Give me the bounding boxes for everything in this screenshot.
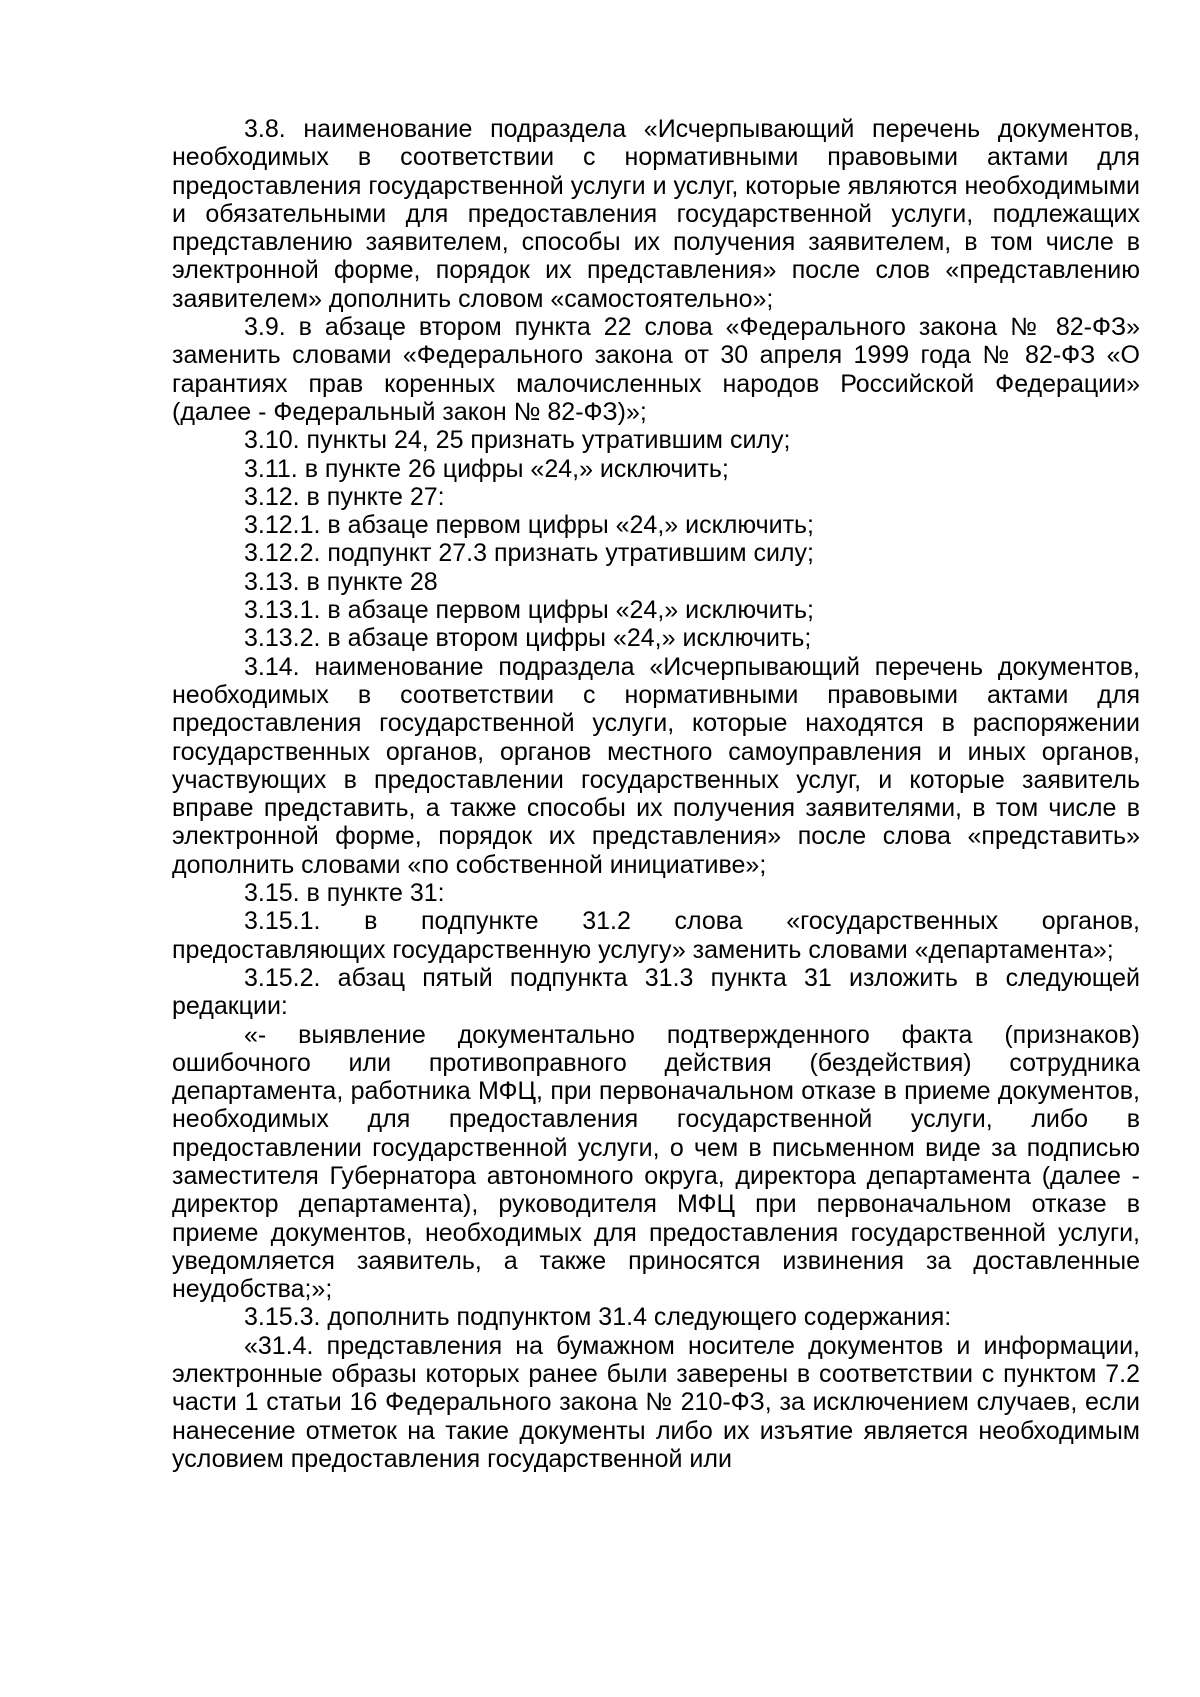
paragraph-3-10: 3.10. пункты 24, 25 признать утратившим силу;	[244, 426, 791, 455]
paragraph-3-15-1: 3.15.1. в подпункте 31.2 слова «государственных органов, предоставляющих государственную услугу» заменить словами «департамента»;	[172, 907, 1140, 964]
paragraph-3-8: 3.8. наименование подраздела «Исчерпывающий перечень документов, необходимых в соответствии с нормативными правовыми актами для предоставления государственной услуги и услуг, которые являются необходимыми и обязательными для предоставления государственной услуги, подлежащих представлению заявителем, способы их получения заявителем, в том числе в электронной форме, порядок их представления» после слов «представлению заявителем» дополнить словом «самостоятельно»;	[172, 115, 1140, 313]
paragraph-quote-31-4: «31.4. представления на бумажном носителе документов и информации, электронные образы которых ранее были заверены в соответствии с пунктом 7.2 части 1 статьи 16 Федерального закона № 210-ФЗ, за исключением случаев, если нанесение отметок на такие документы либо их изъятие является необходимым условием предоставления государственной или	[172, 1331, 1140, 1473]
paragraph-quote-31-3: «- выявление документально подтвержденного факта (признаков) ошибочного или противоправного действия (бездействия) сотрудника департамента, работника МФЦ, при первоначальном отказе в приеме документов, необходимых для предоставления государственной услуги, либо в предоставлении государственной услуги, о чем в письменном виде за подписью заместителя Губернатора автономного округа, директора департамента (далее - директор департамента), руководителя МФЦ при первоначальном отказе в приеме документов, необходимых для предоставления государственной услуги, уведомляется заявитель, а также приносятся извинения за доставленные неудобства;»;	[172, 1020, 1140, 1304]
paragraph-3-13-1: 3.13.1. в абзаце первом цифры «24,» исключить;	[244, 596, 814, 625]
document-body	[172, 115, 1140, 1473]
paragraph-3-15-2: 3.15.2. абзац пятый подпункта 31.3 пункта 31 изложить в следующей редакции:	[172, 963, 1140, 1021]
paragraph-3-15-3: 3.15.3. дополнить подпунктом 31.4 следующего содержания:	[244, 1303, 952, 1332]
paragraph-3-9: 3.9. в абзаце втором пункта 22 слова «Федерального закона № 82-ФЗ» заменить словами «Федерального закона от 30 апреля 1999 года № 82-ФЗ «О гарантиях прав коренных малочисленных народов Российской Федерации» (далее - Федеральный закон № 82-ФЗ)»;	[172, 313, 1140, 426]
paragraph-3-12: 3.12. в пункте 27:	[244, 482, 445, 511]
paragraph-3-12-1: 3.12.1. в абзаце первом цифры «24,» исключить;	[244, 511, 814, 540]
paragraph-3-13: 3.13. в пункте 28	[244, 567, 438, 596]
paragraph-3-15: 3.15. в пункте 31:	[244, 879, 445, 908]
paragraph-3-13-2: 3.13.2. в абзаце втором цифры «24,» исключить;	[244, 624, 812, 653]
paragraph-3-11: 3.11. в пункте 26 цифры «24,» исключить;	[244, 454, 729, 483]
paragraph-3-14: 3.14. наименование подраздела «Исчерпывающий перечень документов, необходимых в соответствии с нормативными правовыми актами для предоставления государственной услуги, которые находятся в распоряжении государственных органов, органов местного самоуправления и иных органов, участвующих в предоставлении государственных услуг, и которые заявитель вправе представить, а также способы их получения заявителями, в том числе в электронной форме, порядок их представления» после слова «представить» дополнить словами «по собственной инициативе»;	[172, 652, 1140, 879]
paragraph-3-12-2: 3.12.2. подпункт 27.3 признать утратившим силу;	[244, 539, 814, 568]
